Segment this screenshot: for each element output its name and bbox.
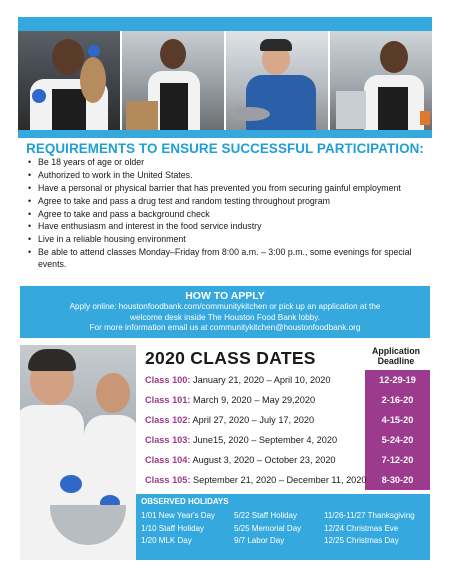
class-deadline: 2-16-20 xyxy=(381,395,414,405)
holiday-item: 5/22 Staff Holiday xyxy=(234,511,298,520)
class-dates: March 9, 2020 – May 29,2020 xyxy=(193,395,316,405)
class-dates: April 27, 2020 – July 17, 2020 xyxy=(192,415,315,425)
header-photo-strip xyxy=(18,31,432,130)
requirement-item: • Have enthusiasm and interest in the food service industry xyxy=(28,221,434,232)
requirement-item: • Be 18 years of age or older xyxy=(28,157,434,168)
holiday-item: 1/20 MLK Day xyxy=(141,536,192,545)
observed-holidays-box xyxy=(136,494,430,560)
deadline-header-line-2: Deadline xyxy=(377,356,415,366)
class-deadline: 12-29-19 xyxy=(379,375,416,385)
class-row xyxy=(145,415,365,425)
holiday-item: 5/25 Memorial Day xyxy=(234,523,302,533)
holidays-column-1 xyxy=(141,510,215,548)
holiday-item: 1/10 Staff Holiday xyxy=(141,523,205,533)
holidays-title: OBSERVED HOLIDAYS xyxy=(141,497,229,506)
apply-email-line: For more information email us at communitykitchen@houstonfoodbank.org xyxy=(89,323,361,332)
class-deadline: 7-12-20 xyxy=(381,455,414,465)
apply-lobby-line: welcome desk inside The Houston Food Bank lobby. xyxy=(130,312,320,322)
bottom-accent-band xyxy=(18,130,432,138)
application-deadline-header xyxy=(363,346,429,366)
holiday-item: 11/26-11/27 Thanksgiving xyxy=(324,511,415,520)
holiday-item: 12/24 Christmas Eve xyxy=(324,523,399,533)
class-name: Class 103: xyxy=(145,435,191,445)
class-row xyxy=(145,455,365,465)
class-deadline: 4-15-20 xyxy=(381,415,414,425)
class-dates: January 21, 2020 – April 10, 2020 xyxy=(193,375,331,385)
requirement-item: • Have a personal or physical barrier that has prevented you from securing gainful employment xyxy=(28,183,434,194)
class-dates: August 3, 2020 – October 23, 2020 xyxy=(192,455,336,465)
holidays-column-3 xyxy=(324,510,415,548)
class-deadline: 5-24-20 xyxy=(381,435,414,445)
how-to-apply-box xyxy=(20,286,430,338)
holiday-item: 1/01 New Year's Day xyxy=(141,511,216,520)
class-name: Class 101: xyxy=(145,395,191,405)
chef-photo-large xyxy=(20,345,136,560)
requirement-item: • Authorized to work in the United States. xyxy=(28,170,434,181)
class-name: Class 100: xyxy=(145,375,191,385)
class-dates: June15, 2020 – September 4, 2020 xyxy=(193,435,338,445)
requirement-item: • Agree to take and pass a background check xyxy=(28,209,434,220)
holiday-item: 9/7 Labor Day xyxy=(234,536,285,545)
class-name: Class 105: xyxy=(145,475,191,485)
class-dates: September 21, 2020 – December 11, 2020 xyxy=(193,475,367,485)
chef-photo-3 xyxy=(226,31,330,130)
class-name: Class 102: xyxy=(145,415,191,425)
requirement-item: • Agree to take and pass a drug test and random testing throughout program xyxy=(28,196,434,207)
deadline-column xyxy=(365,370,430,490)
holiday-item: 12/25 Christmas Day xyxy=(324,536,399,545)
requirements-list xyxy=(28,157,434,271)
class-deadline: 8-30-20 xyxy=(381,475,414,485)
top-accent-band xyxy=(18,17,432,31)
class-row xyxy=(145,475,365,485)
class-row xyxy=(145,435,365,445)
class-row xyxy=(145,375,365,385)
requirement-item: • Be able to attend classes Monday–Friday from 8:00 a.m. – 3:00 p.m., some evenings for special events. xyxy=(28,247,434,270)
requirement-item: • Live in a reliable housing environment xyxy=(28,234,434,245)
class-dates-title: 2020 CLASS DATES xyxy=(145,348,316,368)
apply-online-line: Apply online: houstonfoodbank.com/communitykitchen or pick up an application at the xyxy=(69,302,381,311)
chef-photo-2 xyxy=(122,31,226,130)
chef-photo-4 xyxy=(330,31,432,130)
deadline-header-line-1: Application xyxy=(372,346,420,356)
class-name: Class 104: xyxy=(145,455,191,465)
chef-photo-1 xyxy=(18,31,122,130)
how-to-apply-title: HOW TO APPLY xyxy=(185,290,265,302)
class-row xyxy=(145,395,365,405)
holidays-column-2 xyxy=(234,510,301,548)
requirements-title: REQUIREMENTS TO ENSURE SUCCESSFUL PARTICIPATION: xyxy=(26,141,424,156)
